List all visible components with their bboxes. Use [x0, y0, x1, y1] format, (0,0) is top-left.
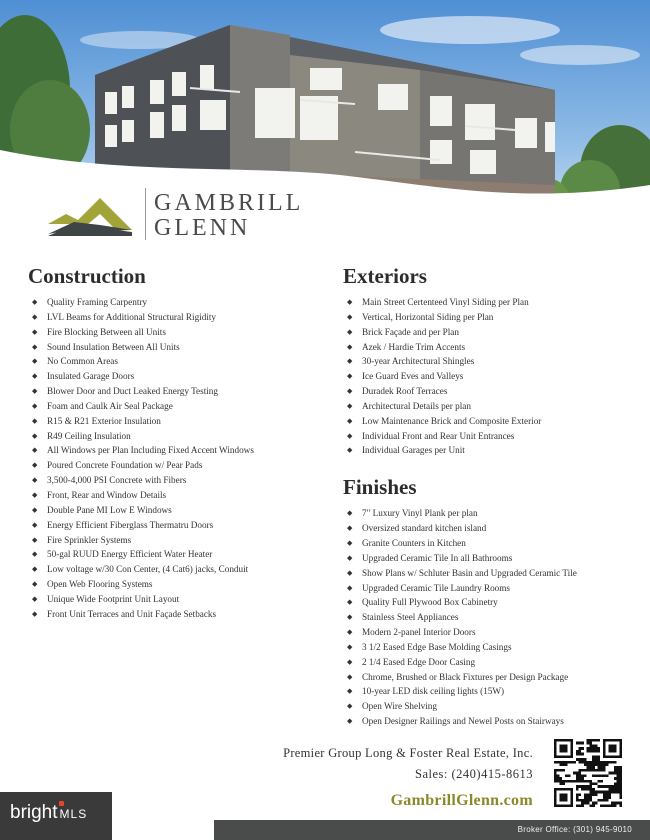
exteriors-item-text: Low Maintenance Brick and Composite Exterior — [362, 415, 542, 426]
exteriors-item-text: Ice Guard Eves and Valleys — [362, 371, 464, 382]
broker-office-phone: Broker Office: (301) 945-9010 — [517, 825, 632, 834]
bullet-icon: ◆ — [347, 553, 353, 562]
bright-wordmark: bright — [10, 802, 58, 823]
construction-list-item — [28, 503, 328, 518]
finishes-item-text: Upgraded Ceramic Tile In all Bathrooms — [362, 552, 513, 563]
sales-phone[interactable]: Sales: (240)415-8613 — [415, 767, 533, 781]
contact-block — [283, 744, 533, 816]
bullet-icon: ◆ — [347, 672, 353, 681]
bullet-icon: ◆ — [347, 642, 353, 651]
bullet-icon: ◆ — [347, 431, 353, 440]
exteriors-item-text: 30-year Architectural Shingles — [362, 356, 475, 367]
construction-list-item — [28, 473, 328, 488]
bullet-icon: ◆ — [32, 342, 38, 351]
website-link[interactable]: GambrillGlenn.com — [390, 792, 533, 809]
finishes-title: Finishes — [343, 475, 417, 500]
bullet-icon: ◆ — [32, 446, 38, 455]
bullet-icon: ◆ — [32, 401, 38, 410]
exteriors-item-text: Azek / Hardie Trim Accents — [362, 341, 466, 352]
construction-list-item — [28, 384, 328, 399]
construction-list-item — [28, 533, 328, 548]
construction-item-text: Insulated Garage Doors — [47, 371, 135, 382]
exteriors-list-item — [343, 340, 633, 355]
construction-list-item — [28, 562, 328, 577]
construction-item-text: No Common Areas — [47, 356, 118, 367]
construction-item-text: Fire Sprinkler Systems — [47, 534, 132, 545]
exteriors-list-item — [343, 354, 633, 369]
finishes-list-item — [343, 536, 633, 551]
construction-item-text: Sound Insulation Between All Units — [47, 341, 180, 352]
exteriors-item-text: Architectural Details per plan — [362, 400, 471, 411]
bullet-icon: ◆ — [32, 580, 38, 589]
construction-item-text: Double Pane MI Low E Windows — [47, 504, 172, 515]
construction-list-item — [28, 592, 328, 607]
bullet-icon: ◆ — [32, 416, 38, 425]
finishes-list-item — [343, 581, 633, 596]
bullet-icon: ◆ — [347, 372, 353, 381]
bullet-icon: ◆ — [32, 312, 38, 321]
finishes-item-text: Stainless Steel Appliances — [362, 612, 459, 623]
construction-item-text: 3,500-4,000 PSI Concrete with Fibers — [47, 475, 187, 486]
bullet-icon: ◆ — [347, 416, 353, 425]
construction-item-text: Front, Rear and Window Details — [47, 489, 167, 500]
finishes-item-text: Quality Full Plywood Box Cabinetry — [362, 597, 498, 608]
exteriors-item-text: Main Street Certenteed Vinyl Siding per Plan — [362, 297, 529, 307]
finishes-item-text: 10-year LED disk ceiling lights (15W) — [362, 686, 505, 697]
bullet-icon: ◆ — [347, 387, 353, 396]
bright-mls-badge — [0, 792, 112, 840]
mls-wordmark: MLS — [59, 807, 88, 821]
bullet-icon: ◆ — [347, 717, 353, 726]
construction-section — [28, 263, 328, 622]
logo-divider — [145, 188, 146, 240]
construction-list-item — [28, 429, 328, 444]
bullet-icon: ◆ — [32, 431, 38, 440]
bullet-icon: ◆ — [347, 446, 353, 455]
construction-title: Construction — [28, 264, 146, 288]
exteriors-list-item — [343, 414, 633, 429]
bullet-icon: ◆ — [32, 520, 38, 529]
finishes-item-text: 7" Luxury Vinyl Plank per plan — [362, 508, 478, 519]
construction-list-item — [28, 340, 328, 355]
bullet-icon: ◆ — [32, 594, 38, 603]
finishes-list-item — [343, 551, 633, 566]
bullet-icon: ◆ — [32, 372, 38, 381]
bullet-icon: ◆ — [347, 687, 353, 696]
exteriors-list-item — [343, 369, 633, 384]
bullet-icon: ◆ — [347, 401, 353, 410]
bullet-icon: ◆ — [347, 327, 353, 336]
construction-item-text: Energy Efficient Fiberglass Thermatru Doors — [47, 519, 214, 530]
construction-item-text: Blower Door and Duct Leaked Energy Testing — [47, 386, 218, 397]
construction-list-item — [28, 547, 328, 562]
construction-list-item — [28, 443, 328, 458]
bullet-icon: ◆ — [347, 524, 353, 533]
construction-list-item — [28, 399, 328, 414]
construction-list-item — [28, 310, 328, 325]
construction-item-text: Poured Concrete Foundation w/ Pear Pads — [47, 460, 203, 471]
finishes-item-text: Modern 2-panel Interior Doors — [362, 627, 476, 638]
construction-item-text: 50-gal RUUD Energy Efficient Water Heater — [47, 549, 213, 560]
construction-item-text: Low voltage w/30 Con Center, (4 Cat6) jacks, Conduit — [47, 564, 249, 575]
logo-wordmark — [154, 191, 303, 241]
bullet-icon: ◆ — [32, 609, 38, 618]
finishes-item-text: Upgraded Ceramic Tile Laundry Rooms — [362, 582, 510, 593]
construction-list-item — [28, 295, 328, 310]
exteriors-list-item — [343, 310, 633, 325]
exteriors-list-item — [343, 295, 633, 310]
bullet-icon: ◆ — [347, 357, 353, 366]
exteriors-item-text: Individual Garages per Unit — [362, 445, 465, 456]
finishes-list-item — [343, 566, 633, 581]
finishes-list-item — [343, 699, 633, 714]
construction-item-text: Quality Framing Carpentry — [47, 297, 148, 307]
bullet-icon: ◆ — [347, 657, 353, 666]
construction-item-text: Unique Wide Footprint Unit Layout — [47, 593, 180, 604]
bullet-icon: ◆ — [32, 327, 38, 336]
bullet-icon: ◆ — [32, 461, 38, 470]
bright-logo-dot-icon — [59, 801, 64, 806]
construction-list-item — [28, 458, 328, 473]
finishes-item-text: Open Designer Railings and Newel Posts on Stairways — [362, 716, 564, 727]
finishes-list-item — [343, 625, 633, 640]
construction-list-item — [28, 354, 328, 369]
bullet-icon: ◆ — [32, 505, 38, 514]
bright-mls-logo — [10, 802, 87, 824]
broker-office-bar — [214, 820, 650, 840]
exteriors-item-text: Brick Façade and per Plan — [362, 326, 459, 337]
bullet-icon: ◆ — [347, 628, 353, 637]
exteriors-item-text: Individual Front and Rear Unit Entrances — [362, 430, 515, 441]
finishes-list — [343, 506, 633, 729]
bullet-icon: ◆ — [347, 598, 353, 607]
finishes-list-item — [343, 521, 633, 536]
construction-list — [28, 295, 328, 622]
construction-list-item — [28, 577, 328, 592]
bullet-icon: ◆ — [347, 702, 353, 711]
finishes-item-text: 2 1/4 Eased Edge Door Casing — [362, 656, 476, 667]
construction-item-text: R49 Ceiling Insulation — [47, 430, 131, 441]
gambrill-glenn-logo — [48, 188, 308, 244]
construction-item-text: Front Unit Terraces and Unit Façade Setbacks — [47, 608, 217, 619]
bullet-icon: ◆ — [32, 357, 38, 366]
construction-item-text: R15 & R21 Exterior Insulation — [47, 415, 161, 426]
bullet-icon: ◆ — [347, 583, 353, 592]
finishes-item-text: Open Wire Shelving — [362, 701, 437, 712]
bullet-icon: ◆ — [32, 550, 38, 559]
finishes-list-item — [343, 655, 633, 670]
bullet-icon: ◆ — [347, 538, 353, 547]
qr-code-icon[interactable] — [554, 739, 622, 807]
construction-item-text: LVL Beams for Additional Structural Rigidity — [47, 311, 217, 322]
mountain-logo-icon — [48, 194, 132, 236]
finishes-item-text: Show Plans w/ Schluter Basin and Upgraded Ceramic Tile — [362, 567, 577, 578]
finishes-list-item — [343, 684, 633, 699]
finishes-item-text: Granite Counters in Kitchen — [362, 537, 466, 548]
finishes-list-item — [343, 595, 633, 610]
construction-item-text: All Windows per Plan Including Fixed Accent Windows — [47, 445, 254, 456]
exteriors-title: Exteriors — [343, 264, 427, 288]
construction-list-item — [28, 369, 328, 384]
finishes-item-text: 3 1/2 Eased Edge Base Molding Casings — [362, 641, 512, 652]
construction-item-text: Open Web Flooring Systems — [47, 579, 153, 590]
bullet-icon: ◆ — [347, 568, 353, 577]
bullet-icon: ◆ — [32, 535, 38, 544]
bullet-icon: ◆ — [347, 298, 353, 306]
bullet-icon: ◆ — [347, 613, 353, 622]
bullet-icon: ◆ — [32, 387, 38, 396]
exteriors-item-text: Duradek Roof Terraces — [362, 386, 448, 397]
bullet-icon: ◆ — [32, 490, 38, 499]
exteriors-finishes-section — [343, 263, 633, 729]
company-name: Premier Group Long & Foster Real Estate, Inc. — [283, 746, 533, 760]
bullet-icon: ◆ — [347, 312, 353, 321]
bullet-icon: ◆ — [32, 298, 38, 306]
bullet-icon: ◆ — [32, 565, 38, 574]
construction-list-item — [28, 488, 328, 503]
exteriors-list — [343, 295, 633, 458]
logo-line-2: GLENN — [154, 215, 251, 241]
exteriors-list-item — [343, 443, 633, 458]
construction-item-text: Fire Blocking Between all Units — [47, 326, 166, 337]
finishes-list-item — [343, 610, 633, 625]
finishes-list-item — [343, 640, 633, 655]
construction-list-item — [28, 518, 328, 533]
construction-item-text: Foam and Caulk Air Seal Package — [47, 400, 173, 411]
finishes-item-text: Oversized standard kitchen island — [362, 523, 487, 534]
exteriors-list-item — [343, 429, 633, 444]
bullet-icon: ◆ — [347, 509, 353, 518]
finishes-list-item — [343, 506, 633, 521]
finishes-list-item — [343, 714, 633, 729]
exteriors-list-item — [343, 399, 633, 414]
exteriors-list-item — [343, 325, 633, 340]
exteriors-item-text: Vertical, Horizontal Siding per Plan — [362, 311, 494, 322]
construction-list-item — [28, 414, 328, 429]
exteriors-list-item — [343, 384, 633, 399]
logo-line-1: GAMBRILL — [154, 190, 304, 216]
finishes-list-item — [343, 670, 633, 685]
construction-list-item — [28, 325, 328, 340]
bullet-icon: ◆ — [32, 476, 38, 485]
finishes-item-text: Chrome, Brushed or Black Fixtures per Design Package — [362, 671, 569, 682]
construction-list-item — [28, 607, 328, 622]
bullet-icon: ◆ — [347, 342, 353, 351]
